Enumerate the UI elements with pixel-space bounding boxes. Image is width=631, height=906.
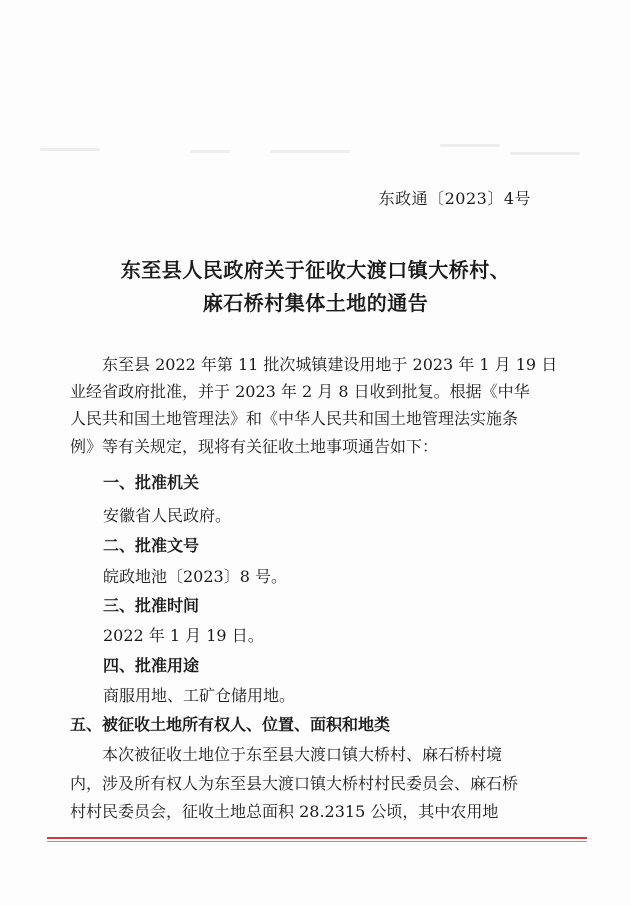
red-divider-line bbox=[47, 837, 587, 839]
section-heading-approval-authority: 一、批准机关 bbox=[103, 473, 200, 492]
section-heading-approval-number: 二、批准文号 bbox=[103, 536, 200, 555]
section5-line-3: 村村民委员会，征收土地总面积 28.2315 公顷，其中农用地 bbox=[70, 802, 499, 821]
intro-line-1: 东至县 2022 年第 11 批次城镇建设用地于 2023 年 1 月 19 日 bbox=[102, 355, 558, 374]
section-heading-approval-date: 三、批准时间 bbox=[103, 596, 200, 615]
section-body-approval-use: 商服用地、工矿仓储用地。 bbox=[103, 686, 296, 705]
section-heading-owners-location: 五、被征收土地所有权人、位置、面积和地类 bbox=[70, 715, 391, 734]
intro-line-4: 例》等有关规定，现将有关征收土地事项通告如下： bbox=[70, 437, 439, 456]
red-divider-line-thin bbox=[47, 841, 587, 842]
section5-line-2: 内，涉及所有权人为东至县大渡口镇大桥村村民委员会、麻石桥 bbox=[70, 774, 519, 793]
section-heading-approval-use: 四、批准用途 bbox=[103, 656, 200, 675]
intro-line-2: 业经省政府批准，并于 2023 年 2 月 8 日收到批复。根据《中华 bbox=[70, 382, 530, 401]
document-number: 东政通〔2023〕4号 bbox=[378, 189, 531, 208]
section5-line-1: 本次被征收土地位于东至县大渡口镇大桥村、麻石桥村境 bbox=[102, 745, 503, 764]
document-title-line-2: 麻石桥村集体土地的通告 bbox=[202, 291, 429, 315]
intro-line-3: 人民共和国土地管理法》和《中华人民共和国土地管理法实施条 bbox=[70, 409, 519, 428]
document-title-line-1: 东至县人民政府关于征收大渡口镇大桥村、 bbox=[120, 258, 511, 282]
section-body-approval-date: 2022 年 1 月 19 日。 bbox=[103, 626, 264, 645]
section-body-approval-number: 皖政地池〔2023〕8 号。 bbox=[103, 567, 287, 586]
section-body-approval-authority: 安徽省人民政府。 bbox=[103, 506, 232, 525]
faded-letterhead bbox=[40, 138, 580, 164]
